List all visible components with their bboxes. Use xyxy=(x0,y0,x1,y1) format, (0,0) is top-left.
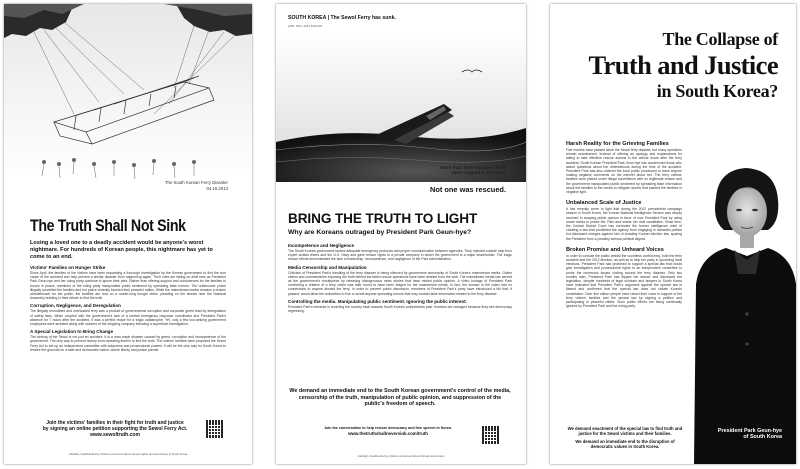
president-portrait xyxy=(686,164,796,464)
section-heading: Controlling the media. Manipulating public sentiment. Ignoring the public interest. xyxy=(288,298,467,304)
subhead: Why are Koreans outraged by President Park Geun-hye? xyxy=(288,229,472,236)
article-body xyxy=(566,138,682,309)
demand-block xyxy=(566,426,684,449)
dateline: APR. 16th, 2014 8:48 AM xyxy=(288,24,322,28)
headline: The Truth Shall Not Sink xyxy=(30,217,186,235)
section-heading: Corruption, Negligence, and Deregulation xyxy=(30,303,121,309)
illustration-caption xyxy=(165,180,228,191)
kicker: SOUTH KOREA | The Sewol Ferry has sunk. xyxy=(288,15,396,21)
section-heading: A Special Legislation to Bring Change xyxy=(30,329,114,335)
section-body: President Park's behavior is reverting the country back towards South Korea's authoritarian past. Koreans are outraged because they see democracy regressing. xyxy=(288,304,512,314)
caption-line-1: President Park Geun-hye xyxy=(717,428,782,434)
qr-code[interactable] xyxy=(206,420,224,438)
qr-code[interactable] xyxy=(482,426,500,444)
demand-2: We demand an immediate end to the disruption of democratic values in South Korea. xyxy=(575,439,675,449)
photo-caption xyxy=(718,428,782,441)
section-heading: Media Censorship and Manipulation xyxy=(288,264,367,270)
caption-line-1: The South Korean Ferry Disaster xyxy=(164,180,228,185)
article-body xyxy=(30,262,226,352)
poster-collapse-of-truth xyxy=(550,4,796,464)
ferry-puppet-illustration xyxy=(4,4,252,179)
cta-line-2: by signing an online petition supporting the Sewol Ferry Act. xyxy=(42,426,188,433)
footer-note: Globally crowdfunded by citizens concerned about human rights and democracy in South Korea xyxy=(68,452,188,456)
title-line-1: The Collapse of xyxy=(662,29,778,49)
section-heading: Unbalanced Scale of Justice xyxy=(566,200,642,207)
poster-truth-shall-not-sink xyxy=(4,4,252,464)
section-heading: Broken Promise and Unheard Voices xyxy=(566,246,664,253)
section-heading: Harsh Reality for the Grieving Families xyxy=(566,141,669,147)
section-body: Since April, the families of the victims have been requesting a thorough investigation by the Korean government to find the true cause of the accident and help prevent a similar disaster from happening again. Their cries are falling on deaf ears as President Park Geun-hye and her ruling party continue to ignore their plea. Rather than offering support and condolences for the families to mourn in peace, members of the ruling party manipulated public sentiment by spreading false rumors. The undercover police illegally surveilled the families and riot police violently blocked their peaceful rallies. While the mainstream media remains a broken whistleblower for the public, the families are now on a month-long hunger strike, pleading on the streets near the National Assembly building in their efforts to find the truth. xyxy=(30,271,226,301)
title-line-2: Truth and Justice xyxy=(588,50,778,80)
section-heading: Incompetence and Negligence xyxy=(288,243,355,248)
quote-line-1: More than three hundred lives xyxy=(440,165,506,170)
quote-line-2: were trapped in the ferry. xyxy=(451,170,506,175)
article-body xyxy=(288,240,512,313)
caption-line-2: of South Korea xyxy=(743,434,782,441)
headline: BRING THE TRUTH TO LIGHT xyxy=(288,211,478,226)
section-heading: Victims' Families on Hunger Strike xyxy=(30,265,106,270)
subhead: Losing a loved one to a deadly accident would be anyone's worst nightmare. For hundreds of Korean people, this nightmare has yet to come to an end. xyxy=(30,240,213,260)
section-body: Criticism of President Park's handling of the ferry disaster is being silenced by government censorship of South Korea's mainstream media. Online videos and commentaries exposing the truth behind the failed rescue operations have been deleted from the web. The mainstream media has served as the government's mouthpiece by releasing disingenuous news stories that have misled public opinion. A video footage of President Park comforting a relative of a ferry victim was later found to have been staged for the mainstream media. In fact, the woman in the video had no connections to anyone aboard the ferry. In order to prevent public discussion, members of President Park's party have introduced a bill that, if passed, would allow the authorities to fine or arrest anyone spreading rumors that may contain false information related to the ferry disaster. xyxy=(288,270,512,296)
cta-url[interactable]: www.sewoltruth.com xyxy=(90,432,140,439)
call-to-action xyxy=(288,426,488,436)
footer-note: Globally crowdfunded by citizens concerned about Korean democracy xyxy=(357,454,445,458)
section-body: The illegally remodeled and overloaded ferry was a product of governmental corruption and corporate greed lead by deregulation of safety laws. When coupled with the government's lack of a central emergency response coordinator and President Park's absence for 7 hours after the accident, it was a perfect recipe for a tragic catastrophe. Yet, only a few low-ranking government employees were arrested along with workers of the shipping company following a superficial investigation. xyxy=(30,309,226,327)
call-to-action xyxy=(30,420,200,439)
quote-line-3: Not one was rescued. xyxy=(430,185,506,194)
section-body: It has recently come to light that during the 2012 presidential campaign season in South Korea, the Korean National Intelligence Service was deeply involved in swaying public opinion in favor of now President Park by using social media to praise Ms. Park and smear her rival candidates. Since then, the Central District Court has convicted the former intelligence chief of violating a law that prohibited the agency from engaging in domestic politics but dismissed charges against him of violating Korean election law, sparing the President from a possibly serious political stigma. xyxy=(566,207,682,241)
poster-bring-truth-to-light xyxy=(276,4,526,464)
cta-line-1: Join the victims' families in their fight for truth and justice xyxy=(46,420,184,426)
cta-line-1: Join the conversation to help restore democracy and free speech in Korea. xyxy=(324,426,452,430)
quote-block xyxy=(430,165,506,194)
demand-statement: We demand an immediate end to the South Korean government's control of the media, censorship of the truth, manipulation of public opinion, and suppression of the public's freedom of speech. xyxy=(289,388,511,408)
demand-1: We demand enactment of the special law to find truth and justice for the Sewol victims and their families. xyxy=(567,426,683,436)
sinking-ferry-illustration xyxy=(276,32,526,182)
caption-line-2: 04.16.2014 xyxy=(206,186,228,191)
section-body: The South Korean government lacked adequate emergency protocols and proper communication between agencies. They rejected outside help from expert civilian divers and the U.S. Navy and gave rescue rights to a private company in which the government is a major shareholder. The tragic rescue efforts demonstrated the lack of leadership, incompetence, and negligence of the Park Administration. xyxy=(288,249,512,262)
section-body: The sinking of the Sewol is not just an accident. It is a man-made disaster caused by greed, corruption and incompetence of the government. The only way to prevent history from repeating itself is to find the truth. The victims' families have proposed the Sewol Ferry Act to set up an independent committee with subpoena and prosecutorial powers. It will be the only way for South Korea to restore the grounds for a safe and democratic nation, where liberty and justice prevail. xyxy=(30,335,226,352)
title-block xyxy=(588,28,778,102)
cta-url[interactable]: www.thetruthshallneversink.com/truth xyxy=(348,431,428,436)
section-body: In order to console the public amidst the countless controversy, both the ferry accident and the 2012 election, as well as to help her party in upcoming local elections, President Park had promised to support a special law that would give investigation and prosecutorial rights to an independent committee to probe the numerous issues circling around the ferry disaster. Only two months later, President Park has flipped her stance and dismissed the legislation, despite hundreds of legal scholars and lawyers in South Korea have indicated that President Park's argument against the special law is flawed and confirmed that the special law does not violate Korea's constitution. Over five million people have raised their voice in support of the ferry victims' families and the special law by signing a petition and participating in peaceful rallies. Such public efforts are being continually ignored by President Park and the ruling party. xyxy=(566,253,682,309)
title-line-3: in South Korea? xyxy=(656,81,778,101)
section-body: Five months have passed since the Sewol ferry disaster, but many questions remain unanswered. Instead of offering an apology and explanations for failing to take effective rescue actions in the critical hours after the ferry accident, South Korean President Park Geun-hye has condemned those who asked questions about her whereabouts during the time of the accident. President Park has also ordered the local public prosecutor to track anyone making negative comments on the internet about her. The ferry victims' families were placed under illegal surveillance with no legitimate reason and the government manipulated public sentiment by spreading false information about the families to the media to mitigate reports that painted the families in negative light. xyxy=(566,148,682,195)
